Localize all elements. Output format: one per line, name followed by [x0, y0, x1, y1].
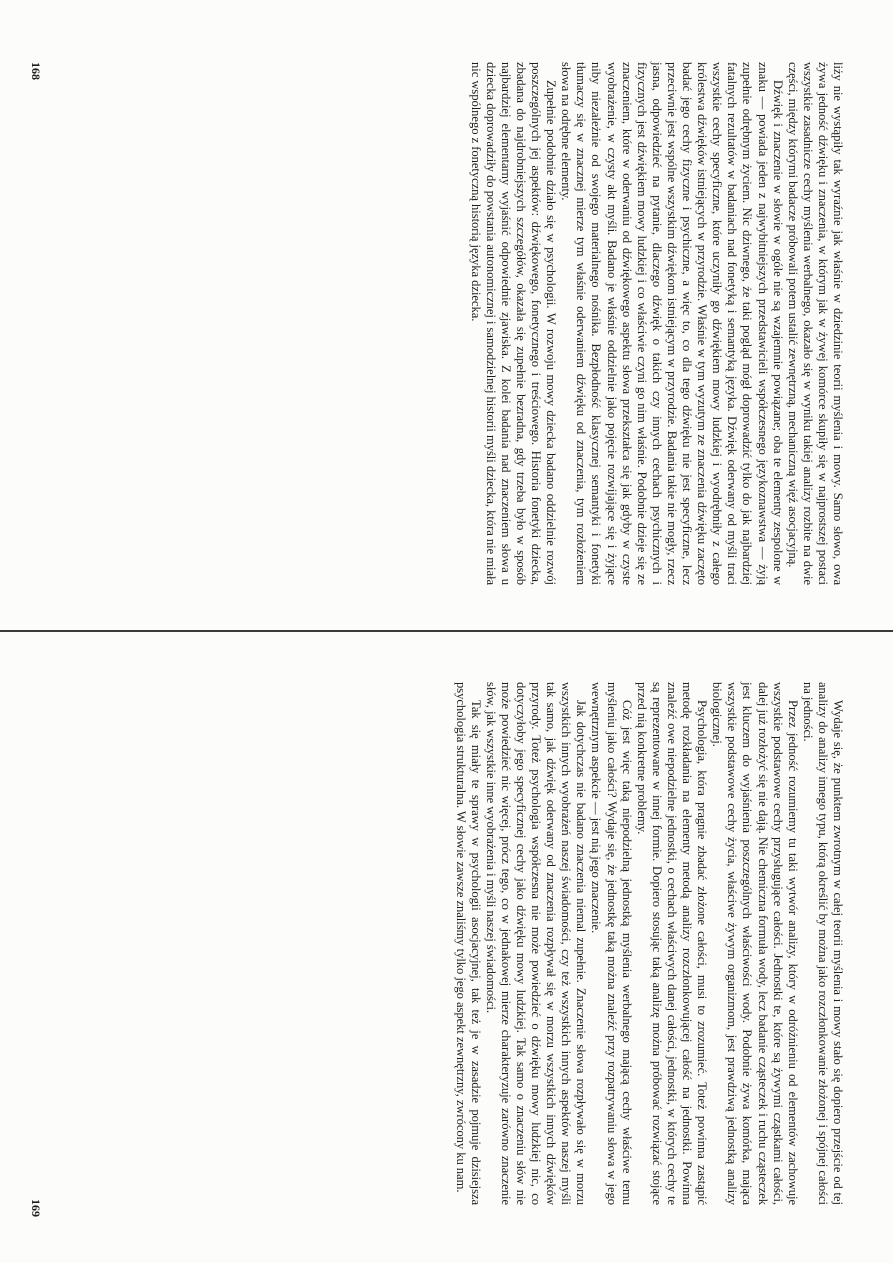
- paragraph: Tak się miały te sprawy w psychologii asocjacyjnej, tak też je w zasadzie pojmuje dzisiejsza psychologia strukturalna. W słowie zawsze znaliśmy tylko jego aspekt zewnętrzny, zwrócony ku nam.: [453, 682, 483, 1205]
- left-page: [0, 0, 893, 631]
- page-number: 168: [29, 62, 43, 80]
- paragraph: Zupełnie podobnie działo się w psychologii. W rozwoju mowy dziecka badano oddzielnie rozwój poszczególnych jej aspektów: dźwiękowego, fonetycznego i treściowego. Historia fonetyki dziecka, zbadana do najdrobniejszych szczegółów, okazała się zupełnie bezradna, gdy trzeba było w sposób najbardziej elementarny wyjaśnić odpowiednie zjawiska. Z kolei badania nad znaczeniem słowa u dziecka doprowadziły do powstania autonomicznej i samodzielnej historii myśli dziecka, która nie miała nic wspólnego z fonetyczną historią języka dziecka.: [468, 62, 559, 585]
- paragraph: Psychologia, która pragnie zbadać złożone całości, musi to zrozumieć. Toteż powinna zastąpić metodę rozkładania na elementy metodą analizy rozczłonkowującej całość na jednostki. Powinna znaleźć owe niepodzielne jednostki, o cechach właściwych danej całości, jednostki, w których cechy te są reprezentowane w innej formie. Dopiero stosując taką analizę można próbować rozwiązać stojące przed nią konkretne problemy.: [634, 682, 710, 1205]
- right-page: [0, 632, 893, 1263]
- paragraph: Cóż jest więc taką niepodzielną jednostką myślenia werbalnego mającą cechy właściwe temu myśleniu jako całości? Wydaje się, że jednostkę taką można znaleźć przy rozpatrywaniu słowa w jego wewnętrznym aspekcie — jest nią jego znaczenie.: [589, 682, 634, 1205]
- left-text-block: [468, 62, 845, 585]
- page-number: 169: [29, 1199, 43, 1217]
- right-text-block: [453, 682, 845, 1205]
- paragraph: liży nie wystąpiły tak wyraźnie jak właśnie w dziedzinie teorii myślenia i mowy. Samo słowo, owa żywa jedność dźwięku i znaczenia, w którym jak w żywej komórce skupiły się w najprostszej postaci wszystkie zasadnicze cechy myślenia werbalnego, okazało się w wyniku takiej analizy rozbite na dwie części, między którymi badacze próbowali potem ustalić zewnętrzną, mechaniczną więź asocjacyjną.: [785, 62, 845, 585]
- paragraph: Przez jedność rozumiemy tu taki wytwór analizy, który w odróżnieniu od elementów zachowuje wszystkie podstawowe cechy przysługujące całości. Jednostki te, które są żywymi cząstkami całości, dalej już rozłożyć się nie dają. Nie chemiczna formuła wody, lecz badanie cząsteczek i ruchu cząsteczek jest kluczem do wyjaśnienia poszczególnych właściwości wody. Podobnie żywa komórka, mająca wszystkie podstawowe cechy życia, właściwe żywym organizmom, jest prawdziwą jednostką analizy biologicznej.: [710, 682, 800, 1205]
- paragraph: Wydaje się, że punktem zwrotnym w całej teorii myślenia i mowy stało się dopiero przejście od tej analizy do analizy innego typu, którą określić by można jako rozczłonkowanie złożonej i spójnej całości na jedności.: [800, 682, 845, 1205]
- paragraph: Jak dotychczas nie badano znaczenia niemal zupełnie. Znaczenie słowa rozpływało się w morzu wszystkich innych wyobrażeń naszej świadomości, czy też wszystkich innych aspektów naszej myśli tak samo, jak dźwięk oderwany od znaczenia rozpływał się w morzu wszystkich innych dźwięków przyrody. Toteż psychologia współczesna nie może powiedzieć o dźwięku mowy ludzkiej nic, co dotyczyłoby jego specyficznej cechy jako dźwięku mowy ludzkiej. Tak samo o znaczeniu słów nie może powiedzieć nic więcej, prócz tego, co w jednakowej mierze charakteryzuje zarówno znaczenie słów, jak wszystkie inne wyobrażenia i myśli naszej świadomości.: [483, 682, 589, 1205]
- paragraph: Dźwięk i znaczenie w słowie w ogóle nie są wzajemnie powiązane; oba te elementy zespolone w znaku — powiada jeden z najwybitniejszych przedstawicieli współczesnego językoznawstwa — żyją zupełnie odrębnym życiem. Nic dziwnego, że taki pogląd mógł doprowadzić tylko do jak najbardziej fatalnych rezultatów w badaniach nad fonetyką i semantyką języka. Dźwięk oderwany od myśli traci wszystkie cechy specyficzne, które uczyniły go dźwiękiem mowy ludzkiej i wyodrębniły z całego królestwa dźwięków istniejących w przyrodzie. Właśnie w tym wyzutym ze znaczenia dźwięku zaczęto badać jego cechy fizyczne i psychiczne, a więc to, co dla tego dźwięku nie jest specyficzne, lecz przeciwnie jest wspólne wszystkim dźwiękom istniejącym w przyrodzie. Badania takie nie mogły, rzecz jasna, odpowiedzieć na pytanie, dlaczego dźwięk o takich czy innych cechach psychicznych i fizycznych jest dźwiękiem mowy ludzkiej i co właściwie czyni go nim właśnie. Podobnie dzieje się ze znaczeniem, które w oderwaniu od dźwiękowego aspektu słowa przekształca się jak gdyby w czyste wyobrażenie, w czysty akt myśli. Badano je właśnie oddzielnie jako pojęcie rozwijające się i żyjące niby niezależnie od swojego materialnego nośnika. Bezpłodność klasycznej semantyki i fonetyki tłumaczy się w znacznej mierze tym właśnie oderwaniem dźwięku od znaczenia, tym rozłożeniem słowa na odrębne elementy.: [559, 62, 785, 585]
